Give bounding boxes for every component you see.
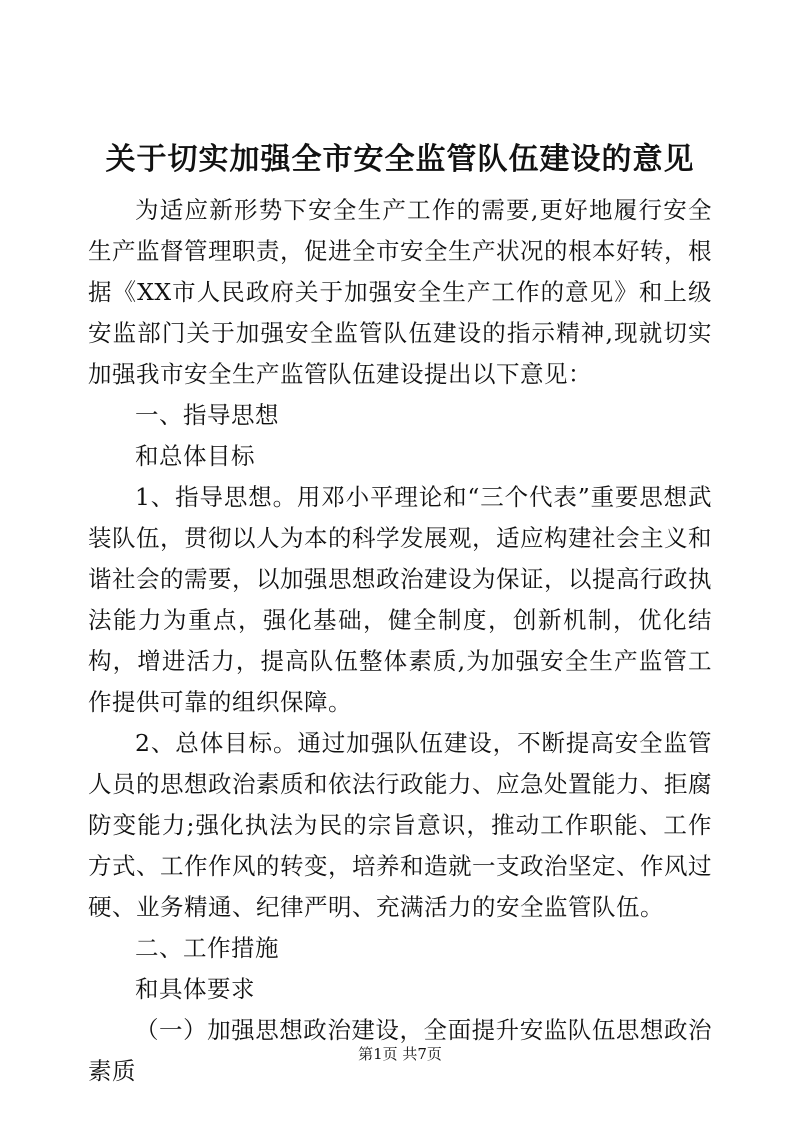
overall-goal-paragraph: 2、总体目标。通过加强队伍建设，不断提高安全监管人员的思想政治素质和依法行政能力、应急处置能力、拒腐防变能力;强化执法为民的宗旨意识，推动工作职能、工作方式、工作作风的转变，培养和造就一支政治坚定、作风过硬、业务精通、纪律严明、充满活力的安全监管队伍。 (88, 729, 712, 921)
section-heading-specific-requirements: 和具体要求 (135, 975, 255, 1003)
guiding-ideology-paragraph: 1、指导思想。用邓小平理论和“三个代表”重要思想武装队伍，贯彻以人为本的科学发展观，适应构建社会主义和谐社会的需要，以加强思想政治建设为保证，以提高行政执法能力为重点，强化基础，健全制度，创新机制，优化结构，增进活力，提高队伍整体素质,为加强安全生产监管工作提供可靠的组织保障。 (88, 483, 712, 716)
page-indicator: 第1页 共7页 (358, 1045, 442, 1063)
document-title: 关于切实加强全市安全监管队伍建设的意见 (105, 142, 695, 177)
section-heading-work-measures: 二、工作措施 (135, 934, 279, 962)
page-footer (0, 1044, 800, 1064)
section-heading-guiding-ideology: 一、指导思想 (135, 401, 279, 429)
section-heading-overall-goal: 和总体目标 (135, 442, 255, 470)
intro-paragraph: 为适应新形势下安全生产工作的需要,更好地履行安全生产监督管理职责，促进全市安全生产状况的根本好转，根据《XX市人民政府关于加强安全生产工作的意见》和上级安监部门关于加强安全监管队伍建设的指示精神,现就切实加强我市安全生产监管队伍建设提出以下意见： (88, 196, 712, 388)
document-body (88, 190, 712, 1092)
subsection-heading-political-building: （一）加强思想政治建设，全面提升安监队伍思想政治素质 (88, 1016, 712, 1085)
